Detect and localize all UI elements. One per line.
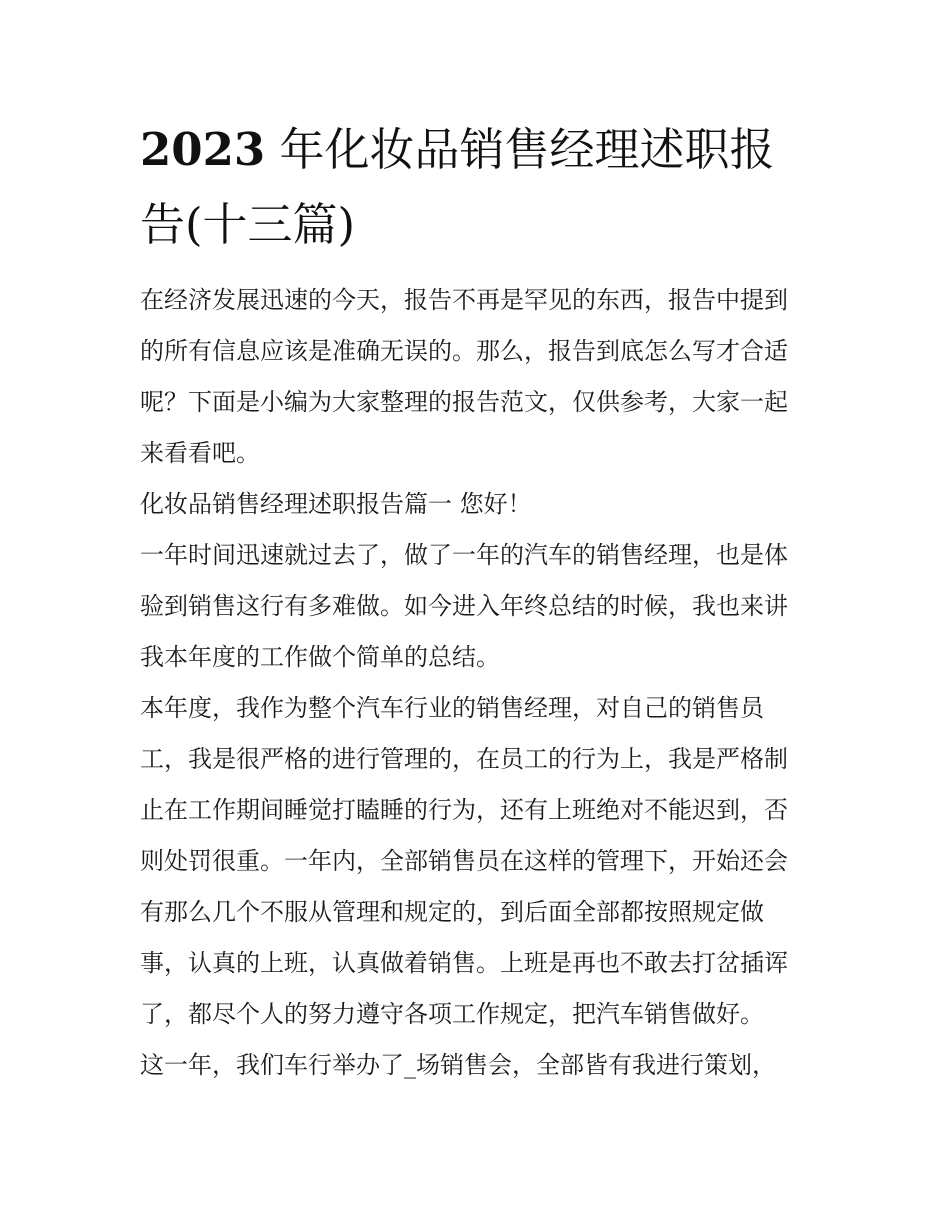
body-line: 了，都尽个人的努力遵守各项工作规定，把汽车销售做好。 [140, 1000, 764, 1028]
body-line: 本年度，我作为整个汽车行业的销售经理，对自己的销售员 [140, 694, 764, 722]
body-line: 验到销售这行有多难做。如今进入年终总结的时候，我也来讲 [140, 592, 788, 620]
body-line: 事，认真的上班，认真做着销售。上班是再也不敢去打岔插诨 [140, 949, 788, 977]
body-line: 我本年度的工作做个简单的总结。 [140, 643, 500, 671]
body-line: 来看看吧。 [140, 439, 260, 467]
body-line: 有那么几个不服从管理和规定的，到后面全部都按照规定做 [140, 898, 764, 926]
body-line: 止在工作期间睡觉打瞌睡的行为，还有上班绝对不能迟到，否 [140, 796, 788, 824]
title-year: 2023 [140, 123, 266, 176]
body-line: 一年时间迅速就过去了，做了一年的汽车的销售经理，也是体 [140, 541, 788, 569]
body-line: 则处罚很重。一年内，全部销售员在这样的管理下，开始还会 [140, 847, 788, 875]
body-line: 呢？下面是小编为大家整理的报告范文，仅供参考，大家一起 [140, 388, 788, 416]
body-line: 的所有信息应该是准确无误的。那么，报告到底怎么写才合适 [140, 337, 788, 365]
body-line: 在经济发展迅速的今天，报告不再是罕见的东西，报告中提到 [140, 286, 788, 314]
title-line2-text: 告(十三篇) [140, 198, 356, 251]
document-body [140, 275, 820, 1091]
document-title [140, 112, 820, 262]
body-line: 工，我是很严格的进行管理的，在员工的行为上，我是严格制 [140, 745, 788, 773]
section-heading: 化妆品销售经理述职报告篇一 您好！ [140, 490, 532, 518]
body-line: 这一年，我们车行举办了_场销售会，全部皆有我进行策划， [140, 1051, 776, 1079]
title-line1-text: 年化妆品销售经理述职报 [265, 123, 775, 176]
